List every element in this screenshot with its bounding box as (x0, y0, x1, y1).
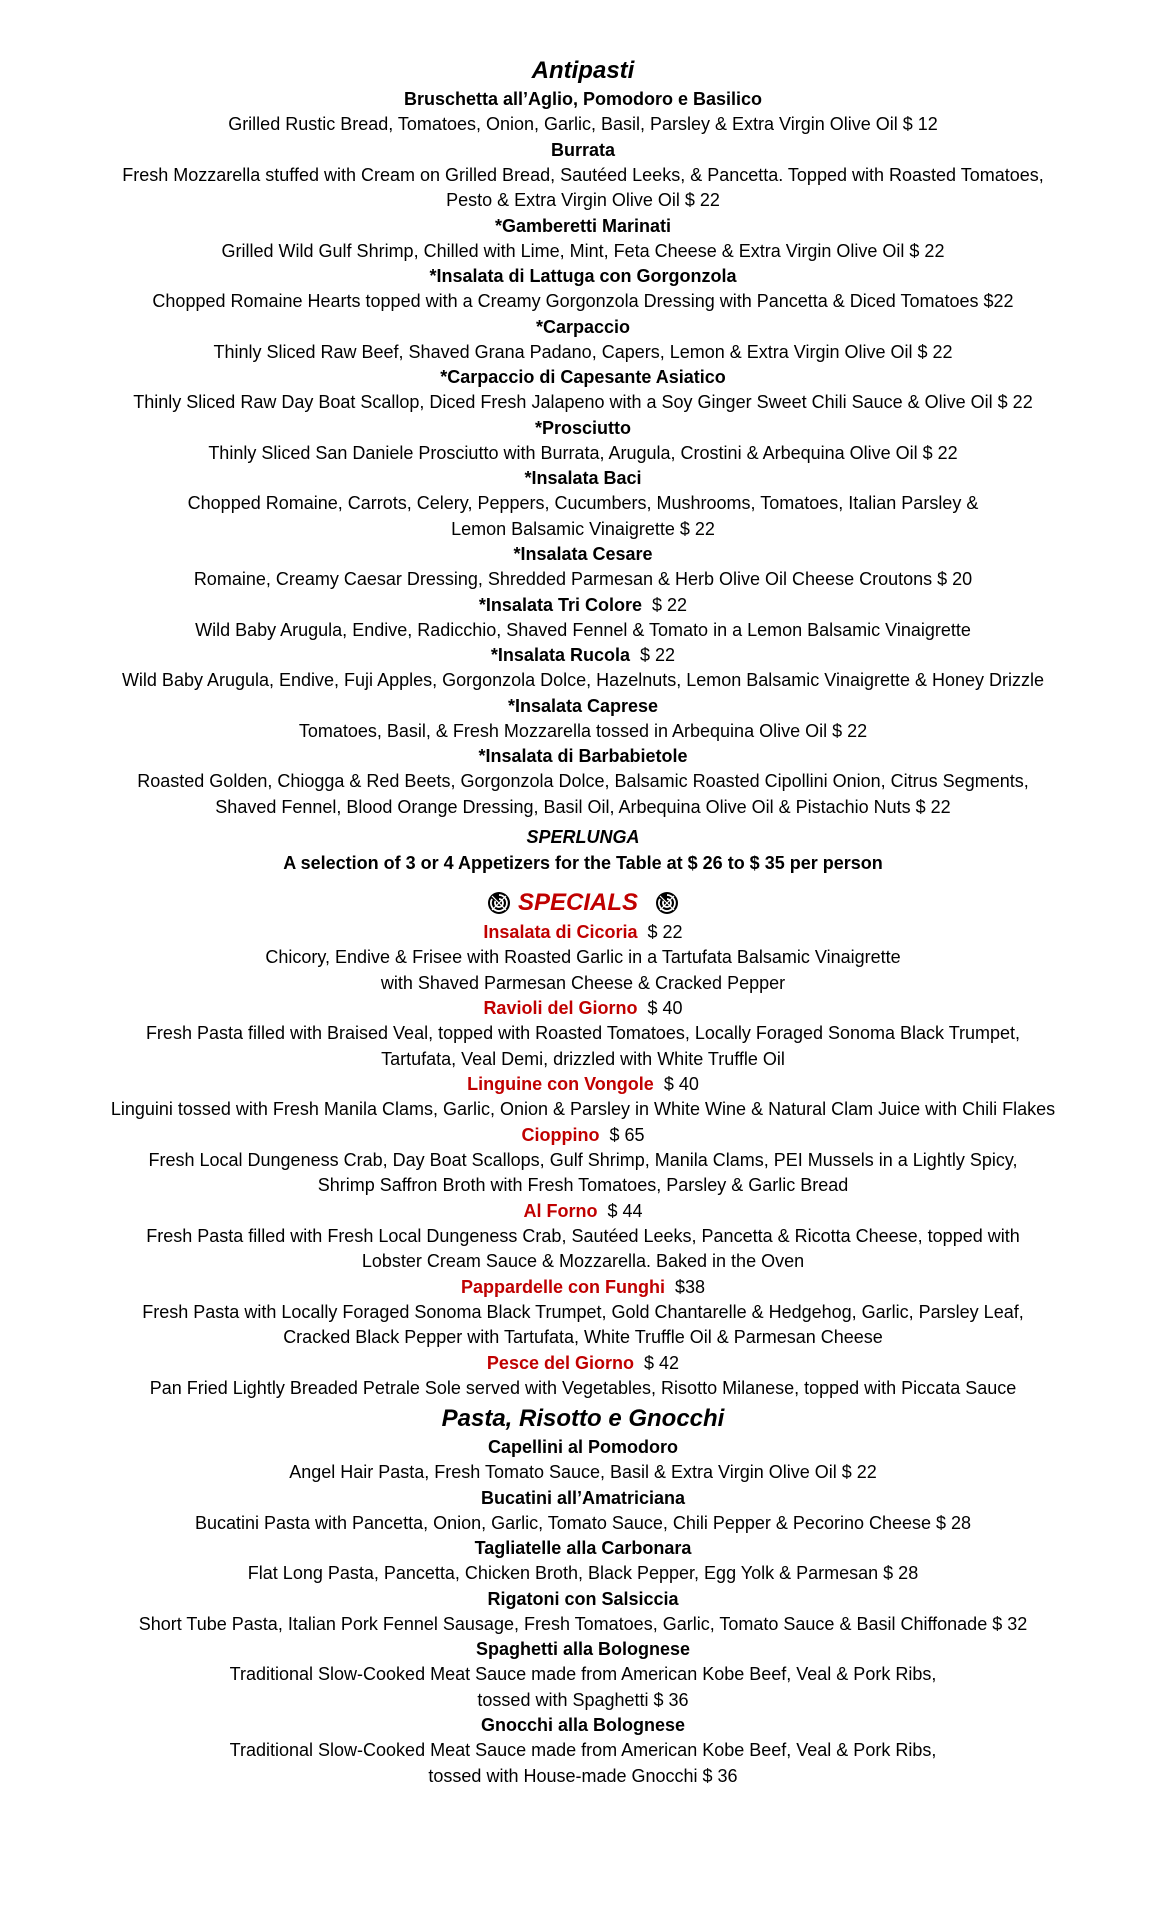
menu-item (0, 542, 1166, 593)
menu-item-name: *Insalata Baci (524, 468, 642, 488)
antipasti-list (0, 87, 1166, 820)
menu-item-name-line (0, 365, 1166, 390)
menu-item (0, 1072, 1166, 1123)
menu-item-name: Al Forno (523, 1200, 598, 1221)
menu-item (0, 1351, 1166, 1402)
menu-item-name-line (0, 1536, 1166, 1561)
menu-item-description: Chicory, Endive & Frisee with Roasted Garlic in a Tartufata Balsamic Vinaigrette (265, 947, 901, 967)
menu-item-description: Wild Baby Arugula, Endive, Fuji Apples, Gorgonzola Dolce, Hazelnuts, Lemon Balsamic Vinaigrette & Honey Drizzle (121, 670, 1045, 690)
menu-item-description: Fresh Pasta filled with Fresh Local Dungeness Crab, Sautéed Leeks, Pancetta & Ricotta Cheese, topped with (146, 1225, 1020, 1246)
menu-item-name: Pesce del Giorno (486, 1352, 634, 1373)
menu-item-price: $38 (675, 1276, 706, 1297)
pasta-title: Pasta, Risotto e Gnocchi (441, 1405, 725, 1432)
menu-item-description: Grilled Rustic Bread, Tomatoes, Onion, Garlic, Basil, Parsley & Extra Virgin Olive Oil $ 12 (228, 114, 938, 134)
menu-item-name: Insalata di Cicoria (483, 922, 638, 942)
menu-item-name-line (0, 315, 1166, 340)
menu-item (0, 1637, 1166, 1713)
menu-item (0, 744, 1166, 820)
menu-item-name-line (0, 87, 1166, 112)
menu-item-name-line (0, 1275, 1166, 1300)
menu-item (0, 138, 1166, 214)
menu-item-name: Gnocchi alla Bolognese (480, 1715, 686, 1735)
menu-item-description: Bucatini Pasta with Pancetta, Onion, Garlic, Tomato Sauce, Chili Pepper & Pecorino Cheese $ 28 (194, 1512, 972, 1533)
menu-item-price: $ 22 (640, 645, 676, 665)
menu-item (0, 1435, 1166, 1486)
menu-item-description: Chopped Romaine, Carrots, Celery, Peppers, Cucumbers, Mushrooms, Tomatoes, Italian Parsley & (187, 493, 979, 513)
menu-item (0, 315, 1166, 366)
menu-item-name-line (0, 643, 1166, 668)
menu-item-description: Shrimp Saffron Broth with Fresh Tomatoes, Parsley & Garlic Bread (317, 1175, 849, 1195)
menu-item (0, 1486, 1166, 1537)
menu-item (0, 1199, 1166, 1275)
menu-item-price: $ 42 (644, 1352, 680, 1373)
menu-item-price: $ 40 (663, 1074, 699, 1094)
menu-item-description: Shaved Fennel, Blood Orange Dressing, Basil Oil, Arbequina Olive Oil & Pistachio Nuts $ 22 (215, 796, 951, 817)
menu-item (0, 643, 1166, 694)
menu-item-description: Thinly Sliced Raw Day Boat Scallop, Diced Fresh Jalapeno with a Soy Ginger Sweet Chili Sauce & Olive Oil $ 22 (133, 392, 1033, 412)
menu-item-name: Pappardelle con Funghi (460, 1276, 665, 1297)
menu-item-name: Cioppino (521, 1124, 600, 1145)
menu-item-name: *Carpaccio (535, 316, 631, 337)
specials-list (0, 920, 1166, 1401)
menu-item-name: *Insalata Rucola (490, 645, 630, 665)
menu-item-name: Bruschetta all’Aglio, Pomodoro e Basilico (403, 89, 763, 109)
menu-item-name-line (0, 466, 1166, 491)
menu-item-name-line (0, 138, 1166, 163)
menu-item-description: Wild Baby Arugula, Endive, Radicchio, Shaved Fennel & Tomato in a Lemon Balsamic Vinaigrette (195, 619, 971, 640)
menu-item-description: Chopped Romaine Hearts topped with a Creamy Gorgonzola Dressing with Pancetta & Diced Tomatoes $22 (152, 291, 1014, 311)
menu-item-name: *Gamberetti Marinati (494, 215, 672, 236)
menu-item-description: Cracked Black Pepper with Tartufata, White Truffle Oil & Parmesan Cheese (283, 1327, 883, 1347)
menu-item-description: Lobster Cream Sauce & Mozzarella. Baked in the Oven (361, 1251, 805, 1271)
menu-item (0, 214, 1166, 265)
menu-item-description: tossed with Spaghetti $ 36 (477, 1689, 689, 1710)
menu-item-name-line (0, 1435, 1166, 1460)
menu-item-name: *Insalata Tri Colore (478, 594, 642, 615)
menu-item-price: $ 22 (647, 922, 683, 942)
specials-title: SPECIALS (517, 889, 639, 916)
menu-item-name: Tagliatelle alla Carbonara (474, 1538, 692, 1558)
menu-item-description: tossed with House-made Gnocchi $ 36 (428, 1765, 738, 1786)
menu-item-name: *Prosciutto (534, 417, 631, 438)
menu-item-name: *Carpaccio di Capesante Asiatico (440, 367, 726, 387)
spiral-icon (486, 890, 512, 916)
menu-item-name-line (0, 1072, 1166, 1097)
menu-item-name: Spaghetti alla Bolognese (475, 1639, 691, 1659)
menu-item-name-line (0, 1486, 1166, 1511)
menu-item (0, 87, 1166, 138)
menu-item (0, 593, 1166, 644)
menu-item-description: Pan Fried Lightly Breaded Petrale Sole served with Vegetables, Risotto Milanese, topped with Piccata Sauce (149, 1377, 1017, 1398)
menu-item-price: $ 40 (647, 998, 683, 1018)
menu-item (0, 416, 1166, 467)
menu-item (0, 1536, 1166, 1587)
menu-item (0, 466, 1166, 542)
menu-item-name: Capellini al Pomodoro (487, 1437, 679, 1457)
menu-item-name-line (0, 416, 1166, 441)
menu-item-name-line (0, 1199, 1166, 1224)
menu-item-name-line (0, 593, 1166, 618)
menu-item-description: Thinly Sliced Raw Beef, Shaved Grana Padano, Capers, Lemon & Extra Virgin Olive Oil $ 22 (213, 341, 953, 362)
menu-item-price: $ 44 (607, 1200, 643, 1221)
menu-item-description: Fresh Pasta with Locally Foraged Sonoma Black Trumpet, Gold Chantarelle & Hedgehog, Garlic, Parsley Leaf, (142, 1301, 1024, 1322)
menu-item-description: Traditional Slow-Cooked Meat Sauce made from American Kobe Beef, Veal & Pork Ribs, (229, 1664, 937, 1684)
menu-item-name-line (0, 920, 1166, 945)
menu-item-name-line (0, 1637, 1166, 1662)
menu-item-name: Bucatini all’Amatriciana (480, 1487, 686, 1508)
menu-item-description: Lemon Balsamic Vinaigrette $ 22 (451, 518, 715, 539)
menu-item-description: Traditional Slow-Cooked Meat Sauce made from American Kobe Beef, Veal & Pork Ribs, (229, 1740, 937, 1760)
menu-item-name-line (0, 694, 1166, 719)
sperlunga-title: SPERLUNGA (526, 827, 640, 847)
menu-item (0, 1587, 1166, 1638)
menu-item-name: *Insalata di Lattuga con Gorgonzola (429, 266, 737, 286)
menu-item-description: Fresh Pasta filled with Braised Veal, topped with Roasted Tomatoes, Locally Foraged Sonoma Black Trumpet, (145, 1023, 1021, 1043)
sperlunga-line: A selection of 3 or 4 Appetizers for the Table at $ 26 to $ 35 per person (283, 853, 883, 873)
menu-item-name-line (0, 1713, 1166, 1738)
spiral-icon (654, 890, 680, 916)
menu-item-description: Tartufata, Veal Demi, drizzled with White Truffle Oil (381, 1048, 785, 1069)
menu-item-description: Flat Long Pasta, Pancetta, Chicken Broth, Black Pepper, Egg Yolk & Parmesan $ 28 (247, 1563, 919, 1583)
menu-item-description: Linguini tossed with Fresh Manila Clams, Garlic, Onion & Parsley in White Wine & Natural Clam Juice with Chili Flakes (110, 1099, 1056, 1119)
menu-item-name-line (0, 1123, 1166, 1148)
menu-item-description: Fresh Local Dungeness Crab, Day Boat Scallops, Gulf Shrimp, Manila Clams, PEI Mussels in a Lightly Spicy, (148, 1149, 1018, 1170)
menu-item-name: *Insalata di Barbabietole (478, 746, 688, 766)
menu-item-description: Fresh Mozzarella stuffed with Cream on Grilled Bread, Sautéed Leeks, & Pancetta. Topped with Roasted Tomatoes, (122, 164, 1044, 185)
menu-item-name: Rigatoni con Salsiccia (487, 1588, 679, 1609)
menu-item-name: *Insalata Cesare (513, 544, 653, 564)
menu-item-price: $ 65 (609, 1124, 645, 1145)
menu-item-price: $ 22 (652, 594, 688, 615)
menu-item-name: Burrata (550, 139, 616, 160)
menu-item-description: Thinly Sliced San Daniele Prosciutto with Burrata, Arugula, Crostini & Arbequina Olive Oil $ 22 (208, 442, 958, 463)
menu-item-name-line (0, 744, 1166, 769)
menu-item-name-line (0, 214, 1166, 239)
pasta-list (0, 1435, 1166, 1789)
menu-item (0, 1275, 1166, 1351)
menu-item-description: Grilled Wild Gulf Shrimp, Chilled with Lime, Mint, Feta Cheese & Extra Virgin Olive Oil $ 22 (221, 240, 945, 261)
menu-item-description: Pesto & Extra Virgin Olive Oil $ 22 (446, 190, 720, 210)
menu-item-name-line (0, 542, 1166, 567)
menu-item-name: Linguine con Vongole (467, 1074, 654, 1094)
menu-item-name-line (0, 264, 1166, 289)
menu-item (0, 1713, 1166, 1789)
sperlunga-block (0, 824, 1166, 876)
menu-item-description: Short Tube Pasta, Italian Pork Fennel Sausage, Fresh Tomatoes, Garlic, Tomato Sauce & Basil Chiffonade $ 32 (138, 1613, 1028, 1634)
menu-item-name: *Insalata Caprese (507, 695, 659, 716)
menu-item (0, 365, 1166, 416)
menu-item (0, 996, 1166, 1072)
menu-item-description: Tomatoes, Basil, & Fresh Mozzarella tossed in Arbequina Olive Oil $ 22 (298, 720, 868, 741)
menu-item (0, 264, 1166, 315)
menu-item (0, 920, 1166, 996)
menu-item-description: Romaine, Creamy Caesar Dressing, Shredded Parmesan & Herb Olive Oil Cheese Croutons $ 20 (193, 569, 973, 589)
menu-item-name-line (0, 1587, 1166, 1612)
specials-heading (0, 886, 1166, 920)
menu-item-description: Roasted Golden, Chiogga & Red Beets, Gorgonzola Dolce, Balsamic Roasted Cipollini Onion, Citrus Segments, (137, 771, 1029, 791)
menu-item (0, 1123, 1166, 1199)
menu-item-name: Ravioli del Giorno (483, 998, 638, 1018)
menu-item-description: Angel Hair Pasta, Fresh Tomato Sauce, Basil & Extra Virgin Olive Oil $ 22 (289, 1462, 877, 1482)
antipasti-title: Antipasti (531, 57, 635, 84)
menu-item-name-line (0, 1351, 1166, 1376)
menu-item-name-line (0, 996, 1166, 1021)
menu-item-description: with Shaved Parmesan Cheese & Cracked Pepper (380, 972, 786, 993)
menu-item (0, 694, 1166, 745)
